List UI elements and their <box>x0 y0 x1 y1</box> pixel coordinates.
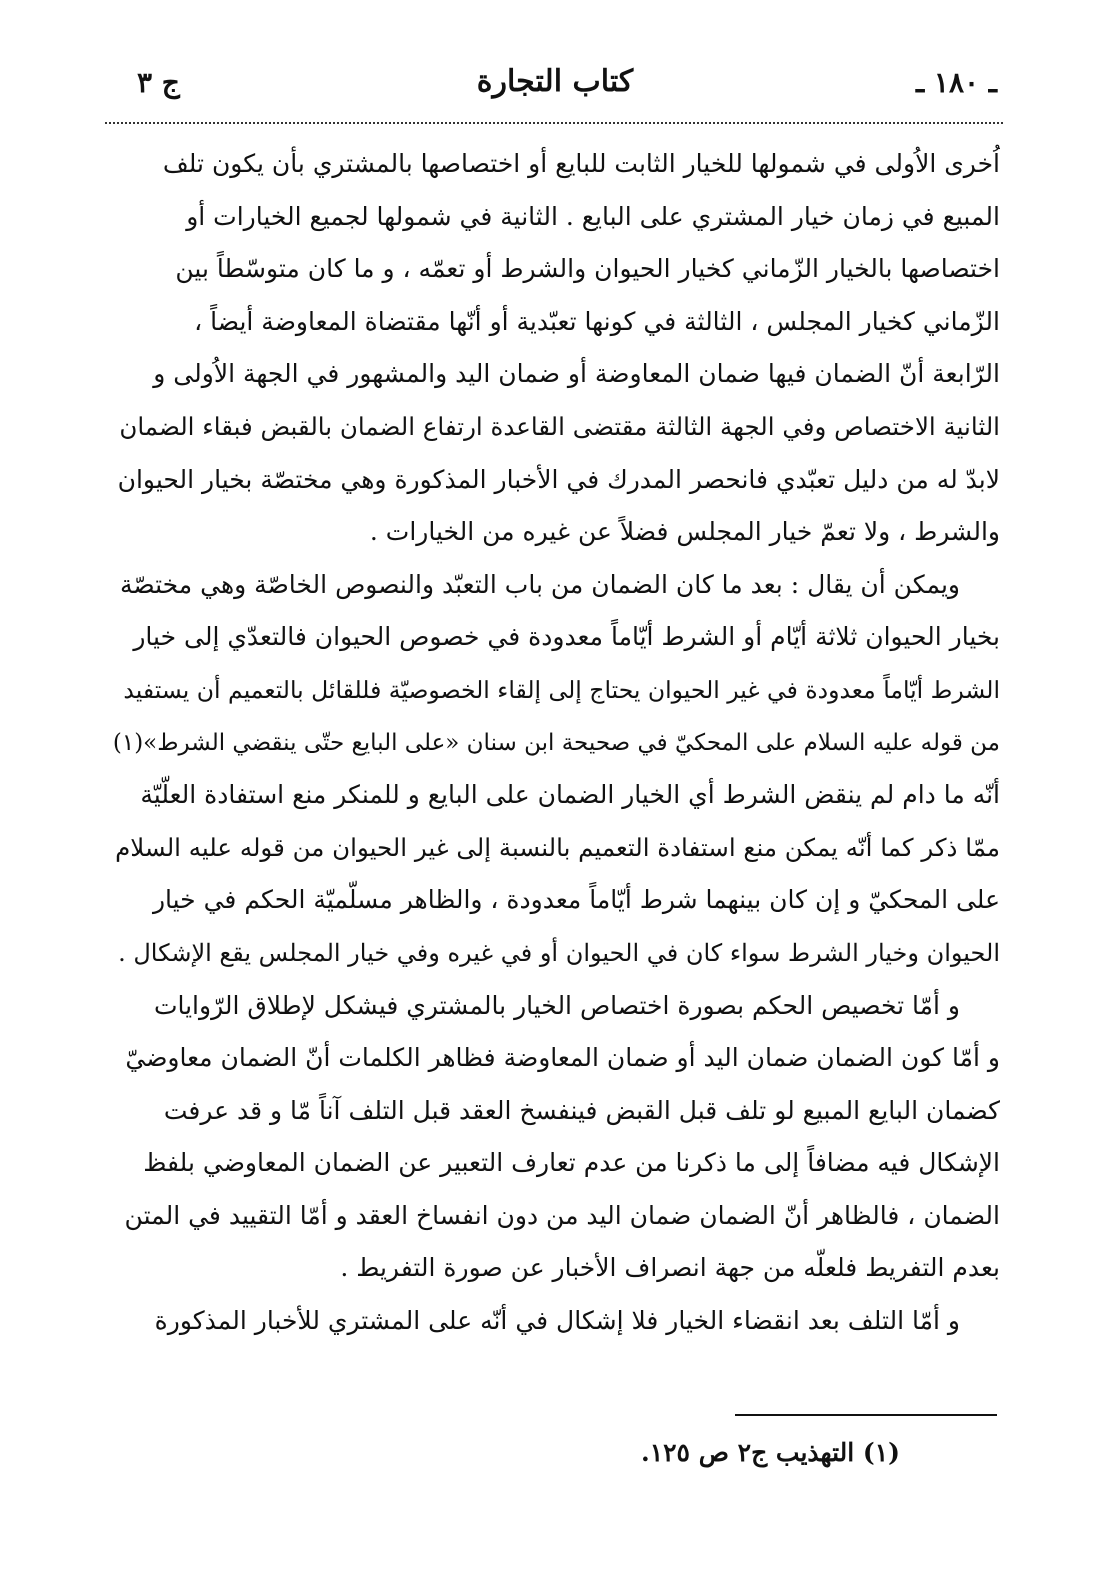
text-line: الإشكال فيه مضافاً إلى ما ذكرنا من عدم تعارف التعبير عن الضمان المعاوضي بلفظ <box>143 1148 1000 1178</box>
text-line: و أمّا التلف بعد انقضاء الخيار فلا إشكال في أنّه على المشتري للأخبار المذكورة <box>154 1306 960 1336</box>
page-number: ـ ١٨٠ ـ <box>915 66 997 99</box>
text-line: اختصاصها بالخيار الزّماني كخيار الحيوان والشرط أو تعمّه ، و ما كان متوسّطاً بين <box>175 254 1000 284</box>
volume-label: ج ٣ <box>137 66 180 99</box>
text-line: بعدم التفريط فلعلّه من جهة انصراف الأخبار عن صورة التفريط . <box>340 1253 1000 1283</box>
body-text <box>110 138 1000 1348</box>
text-line: الشرط أيّاماً معدودة في غير الحيوان يحتاج إلى إلقاء الخصوصيّة فللقائل بالتعميم أن يستفيد <box>123 675 1000 704</box>
text-line: والشرط ، ولا تعمّ خيار المجلس فضلاً عن غيره من الخيارات . <box>369 517 1000 547</box>
text-line: الضمان ، فالظاهر أنّ الضمان ضمان اليد من دون انفساخ العقد و أمّا التقييد في المتن <box>124 1200 1000 1230</box>
text-line: اُخرى الاُولى في شمولها للخيار الثابت للبايع أو اختصاصها بالمشتري بأن يكون تلف <box>162 149 1000 178</box>
text-line: الرّابعة أنّ الضمان فيها ضمان المعاوضة أو ضمان اليد والمشهور في الجهة الاُولى و <box>153 359 1000 389</box>
text-line: لابدّ له من دليل تعبّدي فانحصر المدرك في الأخبار المذكورة وهي مختصّة بخيار الحيوان <box>117 464 1000 494</box>
text-line: ويمكن أن يقال : بعد ما كان الضمان من باب التعبّد والنصوص الخاصّة وهي مختصّة <box>120 569 960 599</box>
text-line: الزّماني كخيار المجلس ، الثالثة في كونها تعبّدية أو أنّها مقتضاة المعاوضة أيضاً ، <box>194 306 1000 336</box>
text-line: الحيوان وخيار الشرط سواء كان في الحيوان أو في غيره وفي خيار المجلس يقع الإشكال . <box>118 938 1000 967</box>
text-line: ممّا ذكر كما أنّه يمكن منع استفادة التعميم بالنسبة إلى غير الحيوان من قوله عليه السلام <box>115 832 1000 862</box>
text-line: بخيار الحيوان ثلاثة أيّام أو الشرط أيّاماً معدودة في خصوص الحيوان فالتعدّي إلى خيار <box>133 622 1000 652</box>
text-line: و أمّا تخصيص الحكم بصورة اختصاص الخيار بالمشتري فيشكل لإطلاق الرّوايات <box>153 990 960 1020</box>
text-line: المبيع في زمان خيار المشتري على البايع . الثانية في شمولها لجميع الخيارات أو <box>186 201 1000 231</box>
page-header <box>105 62 1005 110</box>
text-line: كضمان البايع المبيع لو تلف قبل القبض فينفسخ العقد قبل التلف آناً مّا و قد عرفت <box>163 1095 1000 1125</box>
text-line: و أمّا كون الضمان ضمان اليد أو ضمان المعاوضة فظاهر الكلمات أنّ الضمان معاوضيّ <box>125 1043 1000 1073</box>
text-line: من قوله عليه السلام على المحكيّ في صحيحة ابن سنان «على البايع حتّى ينقضي الشرط»(١) <box>112 729 1000 756</box>
text-line: الثانية الاختصاص وفي الجهة الثالثة مقتضى القاعدة ارتفاع الضمان بالقبض فبقاء الضمان <box>119 411 1000 441</box>
text-line: أنّه ما دام لم ينقض الشرط أي الخيار الضمان على البايع و للمنكر منع استفادة العلّيّة <box>140 780 1000 810</box>
text-line: على المحكيّ و إن كان بينهما شرط أيّاماً معدودة ، والظاهر مسلّميّة الحكم في خيار <box>152 885 1000 915</box>
book-title: كتاب التجارة <box>476 64 634 99</box>
footnote-divider <box>735 1414 997 1416</box>
header-divider <box>105 122 1003 124</box>
footnote: (١) التهذيب ج٢ ص ١٢٥. <box>640 1438 900 1467</box>
